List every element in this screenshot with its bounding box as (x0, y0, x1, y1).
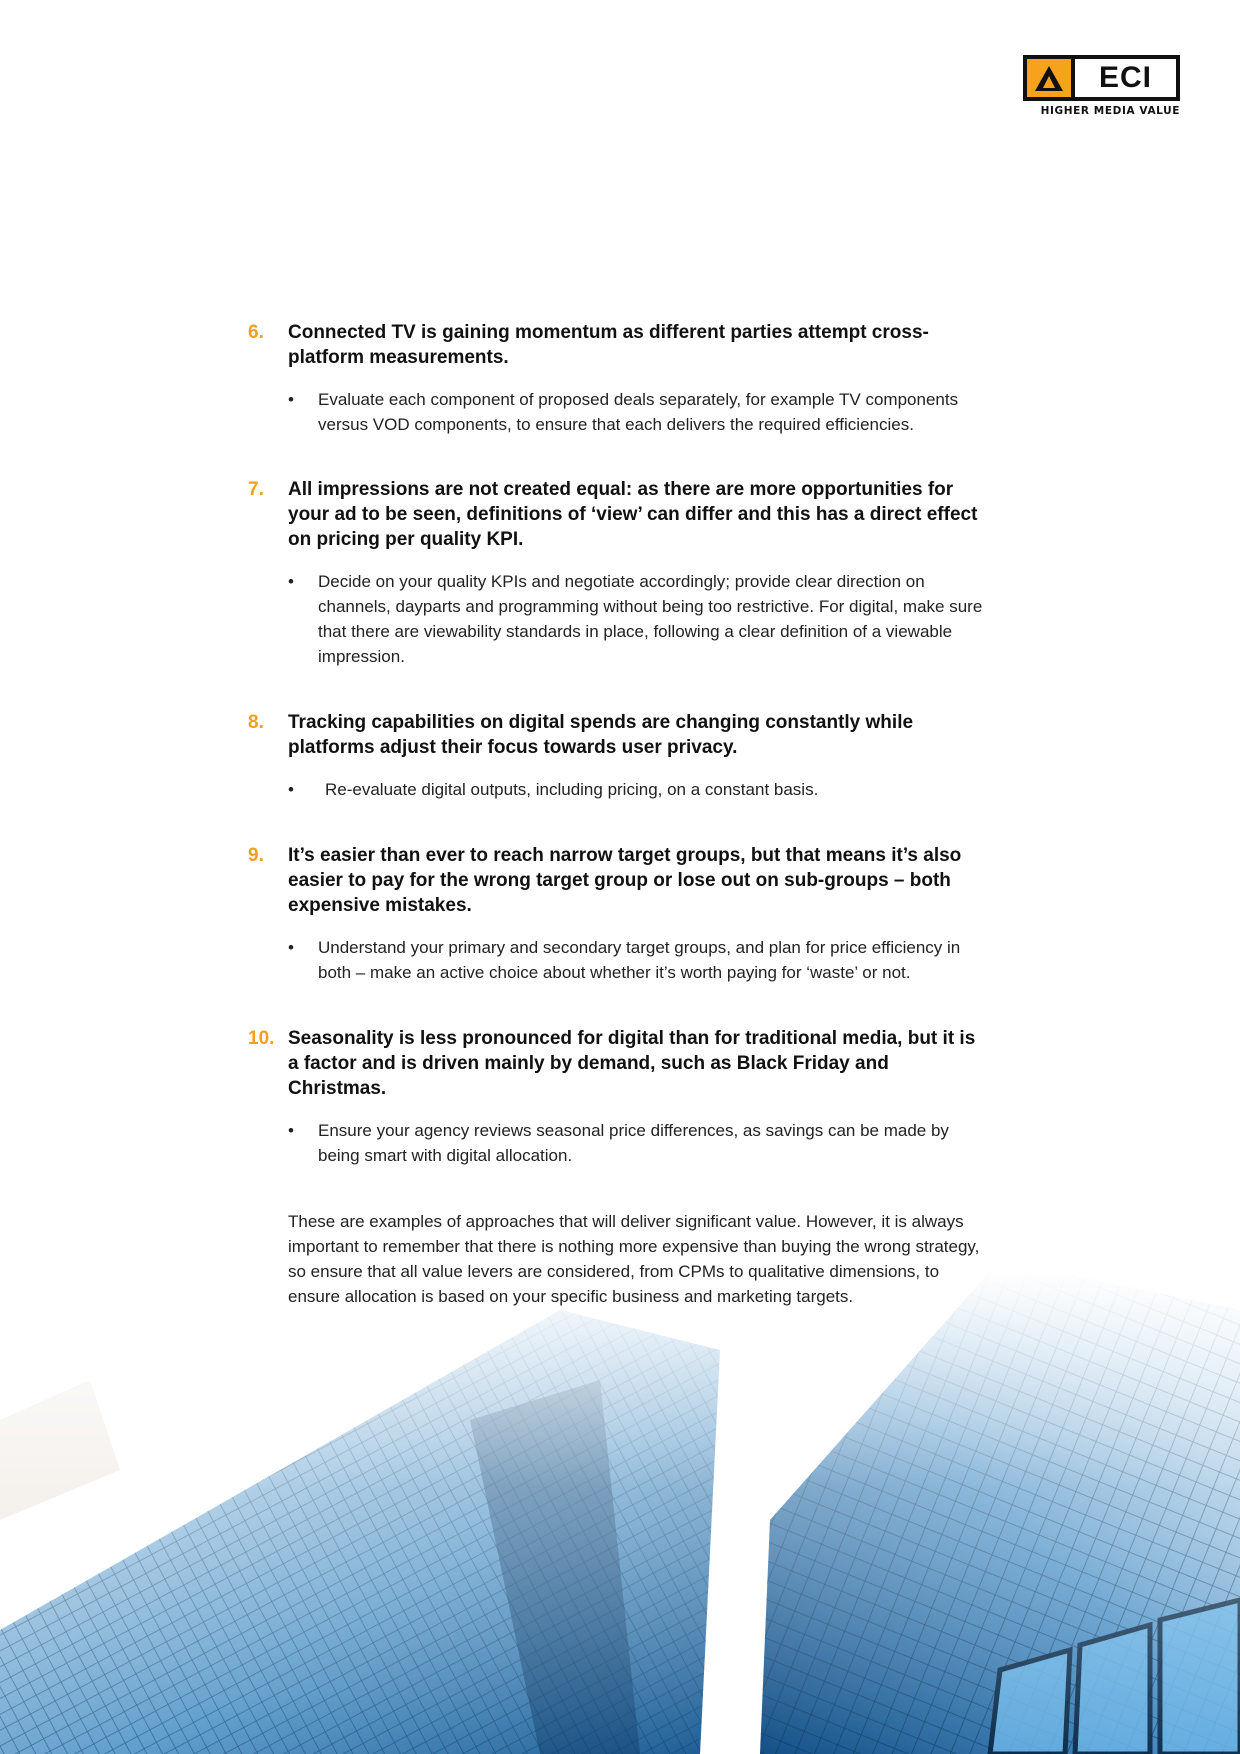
list-item-9 (248, 843, 988, 985)
item-number: 8. (248, 712, 264, 733)
bullet-icon: • (288, 390, 294, 409)
item-heading: All impressions are not created equal: as there are more opportunities for your ad to be seen, definitions of ‘view’ can differ and this has a direct effect on pricing per quality KPI. (288, 479, 978, 550)
bullet-text: Re-evaluate digital outputs, including pricing, on a constant basis. (325, 780, 819, 799)
triangle-a-icon (1034, 64, 1064, 92)
bullet-list (288, 1118, 988, 1168)
bullet-text: Evaluate each component of proposed deals separately, for example TV components versus VOD components, to ensure that each delivers the required efficiencies. (318, 390, 959, 434)
bullet-item (288, 935, 988, 985)
item-heading: It’s easier than ever to reach narrow target groups, but that means it’s also easier to pay for the wrong target group or lose out on sub-groups – both expensive mistakes. (288, 845, 962, 916)
logo-text: ECI (1098, 61, 1152, 94)
bullet-item (288, 569, 988, 669)
item-number: 9. (248, 845, 264, 866)
bullet-icon: • (288, 572, 294, 591)
list-item-6 (248, 320, 988, 437)
skyscraper-background-image (0, 1270, 1240, 1754)
main-content (248, 320, 988, 1309)
closing-paragraph: These are examples of approaches that will deliver significant value. However, it is always important to remember that there is nothing more expensive than buying the wrong strategy, so ensure that all value levers are considered, from CPMs to qualitative dimensions, to ensure allocation is based on your specific business and marketing targets. (288, 1212, 980, 1306)
item-number: 6. (248, 322, 264, 343)
item-heading: Connected TV is gaining momentum as different parties attempt cross-platform measurements. (288, 322, 929, 368)
logo-triangle-icon (1027, 59, 1075, 97)
bullet-text: Ensure your agency reviews seasonal price differences, as savings can be made by being smart with digital allocation. (318, 1121, 949, 1165)
bullet-item (288, 387, 988, 437)
bullet-list (288, 777, 988, 802)
item-number: 7. (248, 479, 264, 500)
logo-tagline: HIGHER MEDIA VALUE (1040, 105, 1180, 117)
bullet-list (288, 935, 988, 985)
bullet-item (288, 777, 988, 802)
list-item-8 (248, 710, 988, 802)
bullet-list (288, 569, 988, 669)
item-heading: Seasonality is less pronounced for digital than for traditional media, but it is a factor and is driven mainly by demand, such as Black Friday and Christmas. (288, 1028, 976, 1099)
bullet-text: Decide on your quality KPIs and negotiate accordingly; provide clear direction on channels, dayparts and programming without being too restrictive. For digital, make sure that there are viewability standards in place, following a clear definition of a viewable impression. (318, 572, 983, 666)
bullet-item (288, 1118, 988, 1168)
bullet-icon: • (288, 780, 294, 799)
bullet-text: Understand your primary and secondary target groups, and plan for price efficiency in both – make an active choice about whether it’s worth paying for ‘waste’ or not. (318, 938, 961, 982)
list-item-10 (248, 1026, 988, 1168)
bullet-list (288, 387, 988, 437)
bullet-icon: • (288, 1121, 294, 1140)
bullet-icon: • (288, 938, 294, 957)
list-item-7 (248, 477, 988, 669)
item-heading: Tracking capabilities on digital spends are changing constantly while platforms adjust their focus towards user privacy. (288, 712, 914, 758)
logo-box (1023, 55, 1180, 101)
item-number: 10. (248, 1028, 275, 1049)
eci-logo (1023, 55, 1180, 117)
